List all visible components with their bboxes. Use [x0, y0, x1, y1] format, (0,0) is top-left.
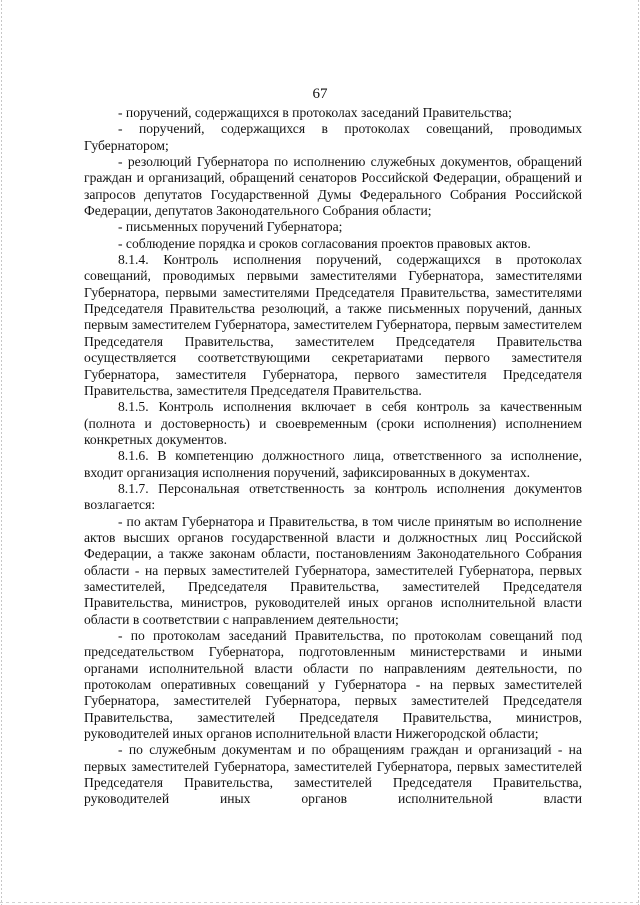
paragraph: 8.1.5. Контроль исполнения включает в себя контроль за качественным (полнота и достоверность) и своевременным (сроки исполнения) исполнением конкретных документов. — [84, 399, 582, 447]
paragraph: - поручений, содержащихся в протоколах заседаний Правительства; — [118, 105, 512, 120]
paragraph: - резолюций Губернатора по исполнению служебных документов, обращений граждан и организаций, обращений сенаторов Российской Федерации, обращений и запросов депутатов Государственной Думы Федерального Собрания Российской Федерации, депутатов Законодательного Собрания области; — [84, 154, 582, 219]
paragraph: - по служебным документам и по обращениям граждан и организаций - на первых заместителей Губернатора, заместителей Губернатора, первых заместителей Председателя Правительства, заместителей Председателя Правительства, руководителей иных органов исполнительной власти — [84, 742, 582, 807]
paragraph: 8.1.7. Персональная ответственность за контроль исполнения документов возлагается: — [84, 480, 582, 513]
paragraph: 8.1.4. Контроль исполнения поручений, содержащихся в протоколах совещаний, проводимых первыми заместителями Губернатора, заместителями Губернатора, первыми заместителями Председателя Правительства, заместителями Председателя Правительства резолюций, а также письменных поручений, данных первым заместителем Губернатора, заместителем Губернатора, первым заместителем Председателя Правительства, заместителем Председателя Правительства осуществляется соответствующими секретариатами первого заместителя Губернатора, заместителя Губернатора, первого заместителя Председателя Правительства, заместителя Председателя Правительства. — [84, 252, 582, 398]
paragraph: - по актам Губернатора и Правительства, в том числе принятым во исполнение актов высших органов государственной власти и должностных лиц Российской Федерации, а также законам области, постановлениям Законодательного Собрания области - на первых заместителей Губернатора, заместителей Губернатора, первых заместителей, Председателя Правительства, заместителей Председателя Правительства, министров, руководителей иных органов исполнительной власти области в соответствии с направлением деятельности; — [84, 513, 582, 627]
paragraph: - по протоколам заседаний Правительства, по протоколам совещаний под председательством Губернатора, подготовленным министерствами и иными органами исполнительной власти области по направлениям деятельности, по протоколам оперативных совещаний у Губернатора - на первых заместителей Губернатора, заместителей Губернатора, первых заместителей Председателя Правительства, заместителей Председателя Правительства, министров, руководителей иных органов исполнительной власти Нижегородской области; — [84, 628, 582, 742]
scan-edge-right — [638, 0, 639, 905]
page-number: 67 — [312, 86, 328, 102]
paragraph: - поручений, содержащихся в протоколах совещаний, проводимых Губернатором; — [84, 121, 582, 153]
document-body — [84, 105, 582, 808]
scan-edge-bottom — [0, 902, 640, 903]
paragraph: - соблюдение порядка и сроков согласования проектов правовых актов. — [118, 235, 531, 251]
paragraph: 8.1.6. В компетенцию должностного лица, ответственного за исполнение, входит организация исполнения поручений, зафиксированных в документах. — [84, 448, 582, 480]
scan-edge-left — [1, 0, 2, 905]
paragraph: - письменных поручений Губернатора; — [118, 219, 343, 235]
